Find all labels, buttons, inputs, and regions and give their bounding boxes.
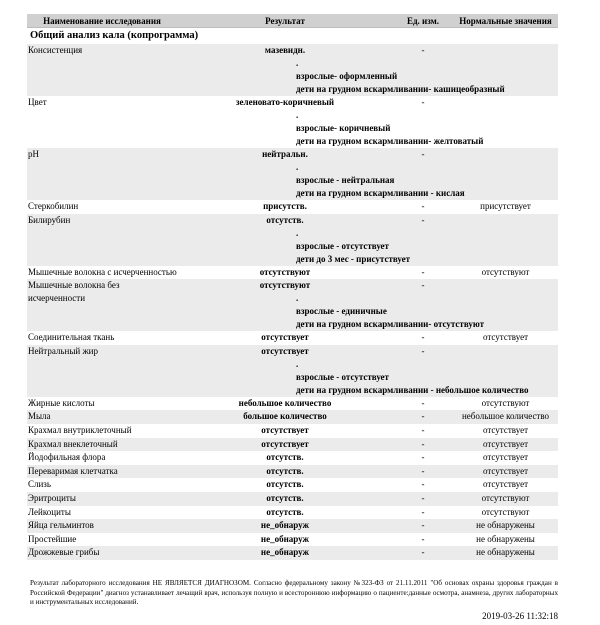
result-value: зеленовато-коричневый xyxy=(235,97,335,107)
reference-separator: . xyxy=(296,227,299,238)
table-row xyxy=(27,533,558,547)
normal-value: отсутствуют xyxy=(481,266,530,277)
unit-value: - xyxy=(421,424,425,435)
reference-child: дети на грудном вскармливании- желтоватый xyxy=(296,136,484,146)
result-value: мазевидн. xyxy=(264,45,306,55)
normal-value: присутствует xyxy=(480,201,531,211)
table-row xyxy=(27,279,558,331)
reference-adult: взрослые - отсутствует xyxy=(296,371,389,382)
table-row xyxy=(27,397,558,411)
reference-separator: . xyxy=(296,358,299,369)
unit-value: - xyxy=(421,452,425,463)
result-value: отсутств. xyxy=(266,214,304,225)
result-value: отсутствует xyxy=(261,424,309,435)
test-name: Лейкоциты xyxy=(28,506,71,517)
test-name: Стеркобилин xyxy=(28,201,79,211)
normal-value: отсутствует xyxy=(482,452,529,463)
report-timestamp: 2019-03-26 11:32:18 xyxy=(482,611,558,621)
header-name: Наименование исследования xyxy=(43,15,161,26)
result-value: небольшое количество xyxy=(238,397,332,408)
test-name: Мышечные волокна без исчерченности xyxy=(28,280,120,304)
result-cell xyxy=(177,279,485,331)
unit-value: - xyxy=(421,465,425,476)
table-row xyxy=(27,465,558,479)
header-result: Результат xyxy=(265,15,305,26)
result-value: отсутствует xyxy=(261,345,309,356)
unit-value: - xyxy=(421,520,425,531)
result-value: отсутств. xyxy=(266,452,304,463)
table-row xyxy=(27,200,558,214)
test-name: Крахмал внеклеточный xyxy=(28,438,118,449)
result-value: отсутствует xyxy=(261,438,309,449)
header-norm: Нормальные значения xyxy=(459,15,552,26)
table-row xyxy=(27,96,558,148)
table-row xyxy=(27,214,558,266)
normal-value: не обнаружены xyxy=(476,533,535,544)
result-cell xyxy=(177,44,505,96)
test-name: Переваримая клетчатка xyxy=(28,465,118,476)
test-name: Нейтральный жир xyxy=(28,345,98,356)
test-name: Мыла xyxy=(28,411,51,422)
reference-adult: взрослые - нейтральная xyxy=(296,175,395,185)
unit-value: - xyxy=(421,201,425,211)
test-name: Жирные кислоты xyxy=(28,397,95,408)
table-row xyxy=(27,410,558,424)
unit-value: - xyxy=(421,438,425,449)
result-cell xyxy=(177,214,411,266)
unit-value: - xyxy=(421,492,425,503)
normal-value: небольшое количество xyxy=(461,411,550,422)
table-row xyxy=(27,148,558,200)
result-value: нейтральн. xyxy=(262,149,308,159)
table-row xyxy=(27,424,558,438)
unit-value: - xyxy=(421,411,425,422)
normal-value: отсутствует xyxy=(482,479,529,490)
header-unit: Ед. изм. xyxy=(406,15,440,26)
result-value: отсутств. xyxy=(266,506,304,517)
result-value: отсутствует xyxy=(261,332,309,343)
test-name: Яйца гельминтов xyxy=(28,520,94,531)
normal-value: отсутствует xyxy=(482,332,529,343)
test-name: Дрожжевые грибы xyxy=(28,547,100,558)
unit-value: - xyxy=(421,214,425,225)
result-value: отсутств. xyxy=(266,465,304,476)
test-name: pH xyxy=(28,149,39,159)
table-row xyxy=(27,438,558,452)
result-value: большое количество xyxy=(243,411,327,422)
result-cell xyxy=(177,345,529,397)
reference-separator: . xyxy=(296,58,299,68)
unit-value: - xyxy=(421,506,425,517)
test-name: Билирубин xyxy=(28,214,71,225)
test-name: Крахмал внутриклеточный xyxy=(28,424,132,435)
reference-separator: . xyxy=(296,293,299,304)
test-name: Эритроциты xyxy=(28,492,76,503)
test-name: Соединительная ткань xyxy=(28,332,115,343)
normal-value: отсутствует xyxy=(482,465,529,476)
unit-value: - xyxy=(421,280,425,291)
result-value: не_обнаруж xyxy=(260,533,310,544)
reference-child: дети на грудном вскармливании - небольшое количество xyxy=(296,384,529,395)
disclaimer-text: Результат лабораторного исследования НЕ ЯВЛЯЕТСЯ ДИАГНОЗОМ. Согласно федеральному закону №323-ФЗ от 21.11.2011 "Об основах охраны здоровья граждан в Российской Федерации" диагноз устанавливает лечащий врач, используя полную и всестороннюю информацию о пациенте:данные осмотра, анамнеза, других лабораторных и инструментальных исследований. xyxy=(30,579,558,607)
unit-value: - xyxy=(421,479,425,490)
table-row xyxy=(27,345,558,397)
table-row xyxy=(27,331,558,345)
unit-value: - xyxy=(421,547,425,558)
test-name: Простейшие xyxy=(28,533,77,544)
table-row xyxy=(27,478,558,492)
test-name: Йодофильная флора xyxy=(28,452,106,463)
result-value: отсутствуют xyxy=(259,266,311,277)
table-row xyxy=(27,546,558,560)
reference-child: дети до 3 мес - присутствует xyxy=(296,253,411,264)
normal-value xyxy=(453,44,558,96)
normal-value: отсутствуют xyxy=(481,506,530,517)
reference-child: дети на грудном вскармливании- кашицеобразный xyxy=(296,84,505,94)
unit-value: - xyxy=(421,149,425,159)
result-value: не_обнаруж xyxy=(260,547,310,558)
table-row xyxy=(27,451,558,465)
reference-separator: . xyxy=(296,162,299,172)
test-name: Мышечные волокна с исчерченностью xyxy=(28,266,177,277)
normal-value: отсутствует xyxy=(482,438,529,449)
normal-value: отсутствуют xyxy=(481,492,530,503)
result-cell xyxy=(177,148,465,200)
unit-value: - xyxy=(421,533,425,544)
unit-value: - xyxy=(421,345,425,356)
table-row xyxy=(27,44,558,96)
result-value: отсутствуют xyxy=(259,280,311,291)
test-name: Консистенция xyxy=(28,45,83,55)
table-row xyxy=(27,506,558,520)
result-value: отсутств. xyxy=(266,492,304,503)
lab-report xyxy=(27,14,558,560)
normal-value: не обнаружены xyxy=(476,547,535,558)
reference-adult: взрослые- коричневый xyxy=(296,123,391,133)
result-value: присутств. xyxy=(263,201,307,211)
test-name: Цвет xyxy=(28,97,47,107)
section-title: Общий анализ кала (копрограмма) xyxy=(30,30,199,41)
unit-value: - xyxy=(421,397,425,408)
unit-value: - xyxy=(421,266,425,277)
normal-value xyxy=(453,96,558,148)
normal-value xyxy=(453,345,558,397)
table-row xyxy=(27,492,558,506)
unit-value: - xyxy=(421,332,425,343)
normal-value: отсутствует xyxy=(482,424,529,435)
normal-value: не обнаружены xyxy=(476,520,535,531)
reference-separator: . xyxy=(296,110,299,120)
reference-adult: взрослые - отсутствует xyxy=(296,240,389,251)
reference-adult: взрослые - единичные xyxy=(296,306,387,317)
test-name: Слизь xyxy=(28,479,51,490)
unit-value: - xyxy=(421,45,425,55)
normal-value: отсутствуют xyxy=(481,397,530,408)
normal-value xyxy=(453,148,558,200)
reference-child: дети на грудном вскармливании- отсутствуют xyxy=(296,319,485,330)
unit-value: - xyxy=(421,97,425,107)
reference-adult: взрослые- оформленный xyxy=(296,71,398,81)
normal-value xyxy=(453,214,558,266)
result-value: отсутств. xyxy=(266,479,304,490)
result-cell xyxy=(177,96,484,148)
results-table-body xyxy=(27,44,558,560)
result-value: не_обнаруж xyxy=(260,520,310,531)
reference-child: дети на грудном вскармливании - кислая xyxy=(296,188,465,198)
table-header xyxy=(27,14,558,28)
table-row xyxy=(27,266,558,280)
normal-value xyxy=(453,279,558,331)
table-row xyxy=(27,519,558,533)
